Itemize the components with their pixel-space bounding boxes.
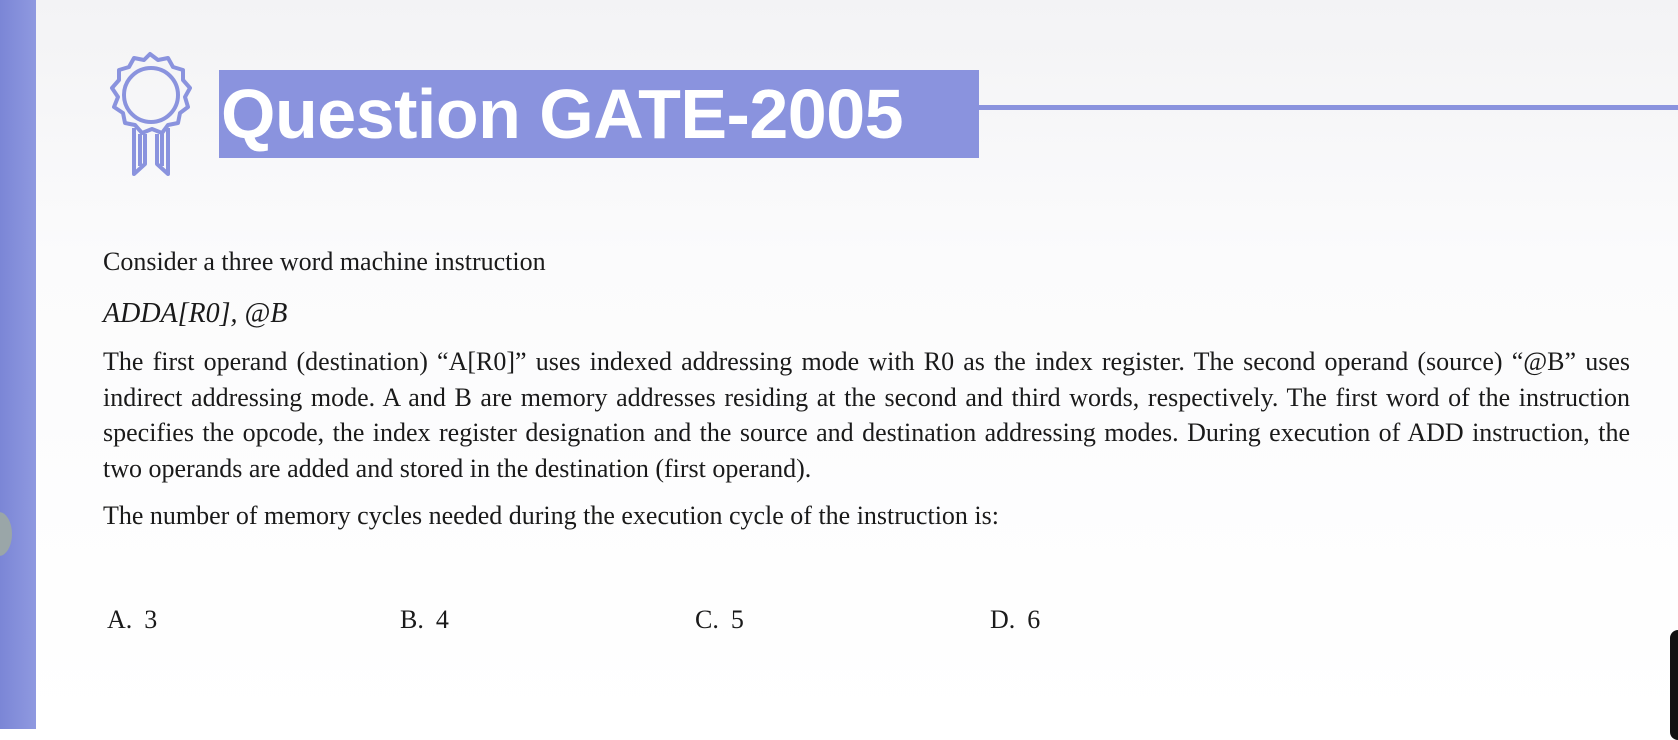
title-banner <box>219 70 979 158</box>
question-intro: Consider a three word machine instruction <box>103 247 546 276</box>
title-rule-line <box>979 105 1678 110</box>
option-d-value: 6 <box>1027 605 1041 634</box>
option-b[interactable] <box>400 600 449 640</box>
page-title: Question GATE-2005 <box>221 75 904 153</box>
award-badge-icon <box>100 48 200 188</box>
option-c[interactable] <box>695 600 744 640</box>
option-a-label: A. <box>107 605 133 634</box>
right-edge-marker <box>1670 630 1678 740</box>
question-body <box>103 244 1630 534</box>
option-a-value: 3 <box>144 605 158 634</box>
option-b-value: 4 <box>435 605 449 634</box>
option-d[interactable] <box>990 600 1040 640</box>
option-c-label: C. <box>695 605 719 634</box>
question-description: The first operand (destination) “A[R0]” uses indexed addressing mode with R0 as the index register. The second operand (source) “@B” uses indirect addressing mode. A and B are memory addresses residing at the second and third words, respectively. The first word of the instruction specifies the opcode, the index register designation and the source and destination addressing modes. During execution of ADD instruction, the two operands are added and stored in the destination (first operand). <box>103 347 1630 483</box>
answer-options <box>0 600 1678 640</box>
question-prompt: The number of memory cycles needed during the execution cycle of the instruction is: <box>103 501 999 530</box>
instruction-formula: ADDA[R0], @B <box>103 298 288 329</box>
option-b-label: B. <box>400 605 424 634</box>
option-a[interactable] <box>107 600 157 640</box>
option-c-value: 5 <box>730 605 744 634</box>
option-d-label: D. <box>990 605 1016 634</box>
